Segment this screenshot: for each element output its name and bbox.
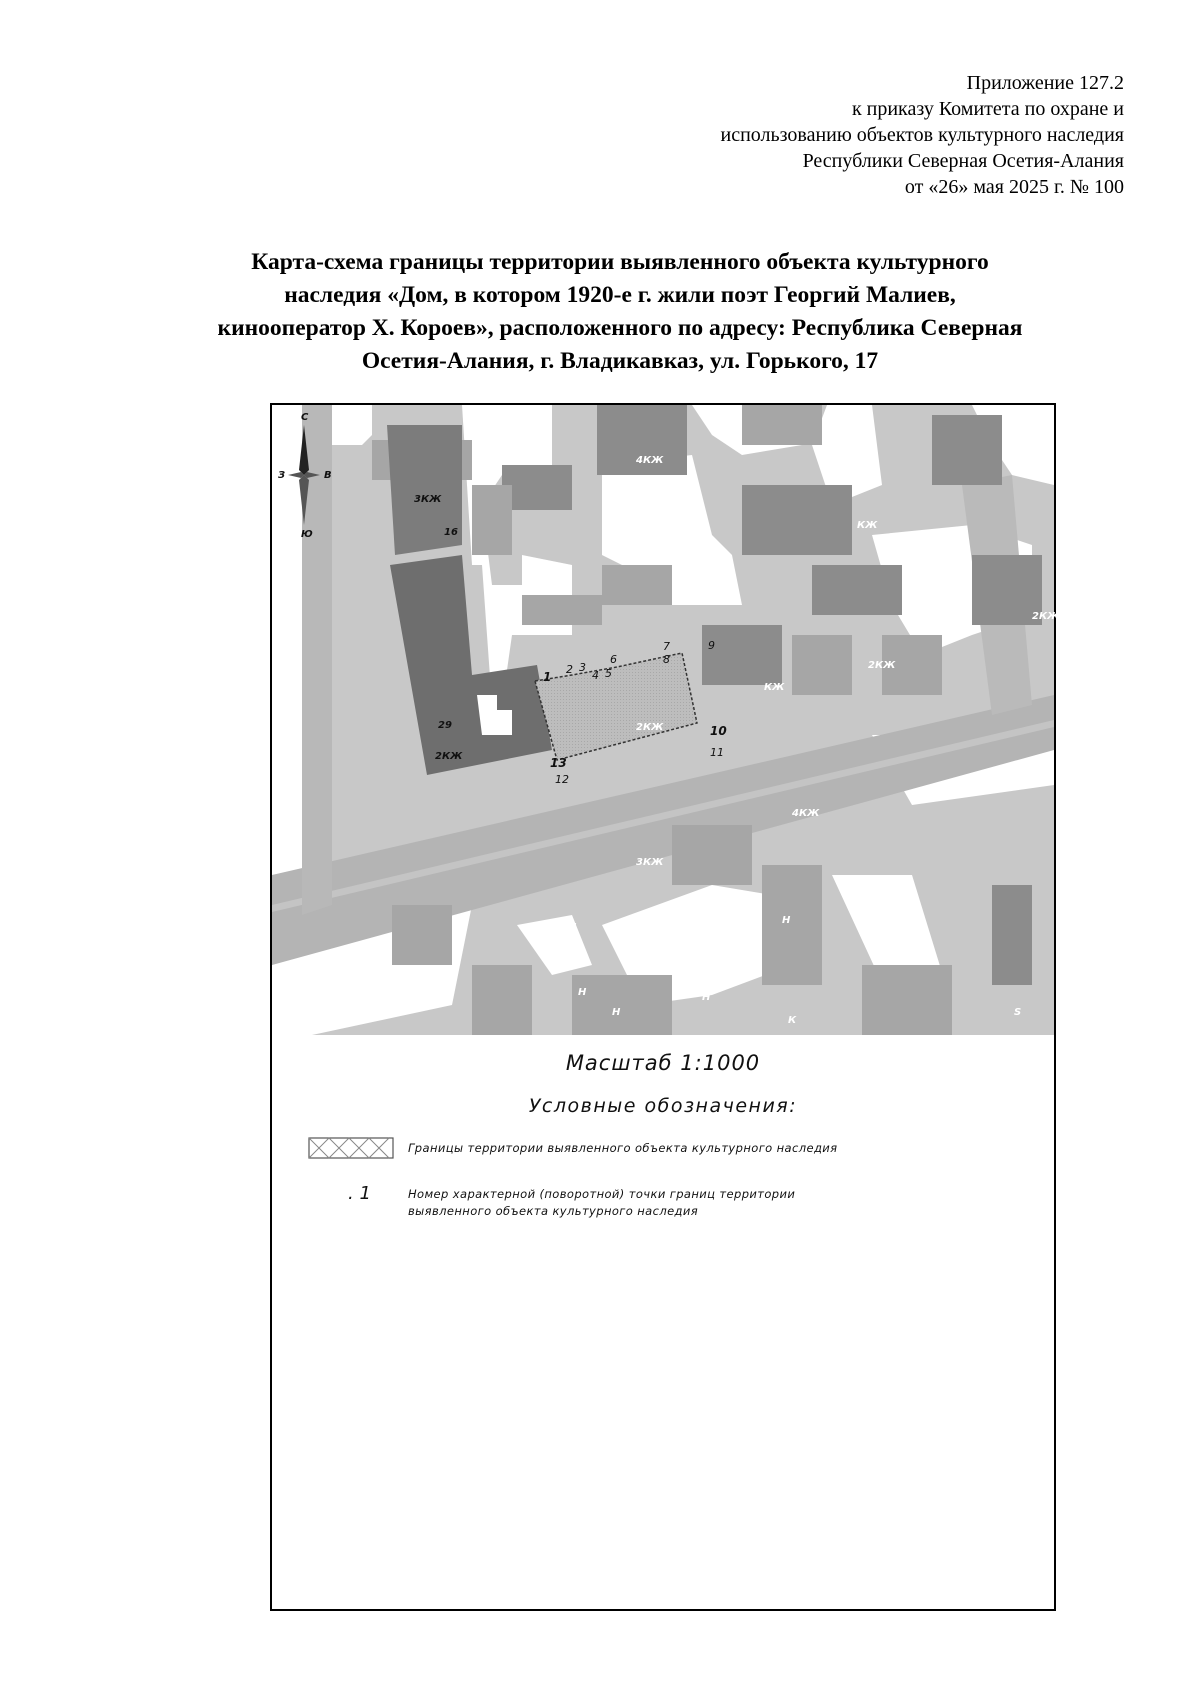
legend-text-line: Границы территории выявленного объекта культурного наследия [408, 1141, 838, 1155]
legend-text-line: Номер характерной (поворотной) точки границ территории [408, 1187, 796, 1201]
point-label-8: 8 [663, 653, 670, 666]
label-kzh-top-right: КЖ [1017, 461, 1038, 472]
title-line: наследия «Дом, в котором 1920-е г. жили поэт Георгий Малиев, [284, 282, 956, 308]
label-n-1: Н [568, 922, 577, 933]
label-29: 29 [438, 720, 452, 731]
compass-west-label: З [278, 470, 286, 481]
label-kzh-center: КЖ [764, 682, 785, 693]
label-n-6: Н [612, 1007, 621, 1018]
label-kzh-mid: КЖ [857, 520, 878, 531]
label-n-4: Н [578, 987, 587, 998]
document-title [120, 246, 1120, 378]
point-label-9: 9 [708, 639, 715, 652]
label-s: S [1014, 1007, 1022, 1018]
title-line: Осетия-Алания, г. Владикавказ, ул. Горького, 17 [361, 348, 879, 374]
title-line: кинооператор Х. Короев», расположенного по адресу: Республика Северная [217, 315, 1023, 341]
legend-text-line: выявленного объекта культурного наследия [408, 1204, 699, 1218]
annex-line: к приказу Комитета по охране и [851, 98, 1124, 120]
annex-line: Приложение 127.2 [966, 72, 1124, 94]
site-plan-map [272, 405, 1060, 1035]
compass-north-label: С [301, 412, 309, 423]
point-label-13: 13 [550, 756, 567, 770]
annex-line: использованию объектов культурного наследия [720, 124, 1124, 146]
legend-text-point [408, 1186, 795, 1220]
annex-header [721, 70, 1125, 200]
label-16: 16 [444, 527, 458, 538]
label-n-3: Н [747, 952, 756, 963]
label-k: К [788, 1015, 797, 1026]
point-label-7: 7 [663, 640, 670, 653]
label-n-2: Н [782, 915, 791, 926]
label-2kzh-right: 2КЖ [868, 660, 896, 671]
point-number-icon: . 1 [348, 1183, 371, 1204]
legend-title: Условные обозначения: [528, 1095, 798, 1117]
label-2kzh-left: 2КЖ [435, 751, 463, 762]
point-label-5: 5 [605, 667, 612, 680]
point-label-11: 11 [710, 746, 724, 759]
label-2kzh-far: 2КЖ [1032, 611, 1060, 622]
compass-east-label: В [324, 470, 332, 481]
point-label-6: 6 [610, 653, 617, 666]
compass-south-label: Ю [301, 529, 313, 540]
point-label-4: 4 [592, 669, 599, 682]
label-4kzh-road: 4КЖ [792, 808, 820, 819]
label-4kzh: 4КЖ [636, 455, 664, 466]
point-label-2: 2 [566, 663, 573, 676]
point-label-3: 3 [579, 661, 586, 674]
annex-line: Республики Северная Осетия-Алания [802, 150, 1124, 172]
label-2kzh-center: 2КЖ [636, 722, 664, 733]
label-3kzh-road: 3КЖ [636, 857, 664, 868]
point-label-12: 12 [555, 773, 569, 786]
title-line: Карта-схема границы территории выявленного объекта культурного [251, 249, 989, 275]
map-scale: Масштаб 1:1000 [565, 1051, 761, 1075]
point-label-10: 10 [710, 724, 727, 738]
annex-line: от «26» мая 2025 г. № 100 [904, 176, 1124, 198]
point-label-1: 1 [543, 670, 552, 684]
label-n-5: Н [702, 992, 711, 1003]
boundary-hatch-icon [308, 1137, 394, 1159]
map-frame [270, 403, 1060, 1611]
label-3kzh: 3КЖ [414, 494, 442, 505]
legend-text-boundary [408, 1140, 838, 1157]
site-plan-svg [272, 405, 1060, 1035]
